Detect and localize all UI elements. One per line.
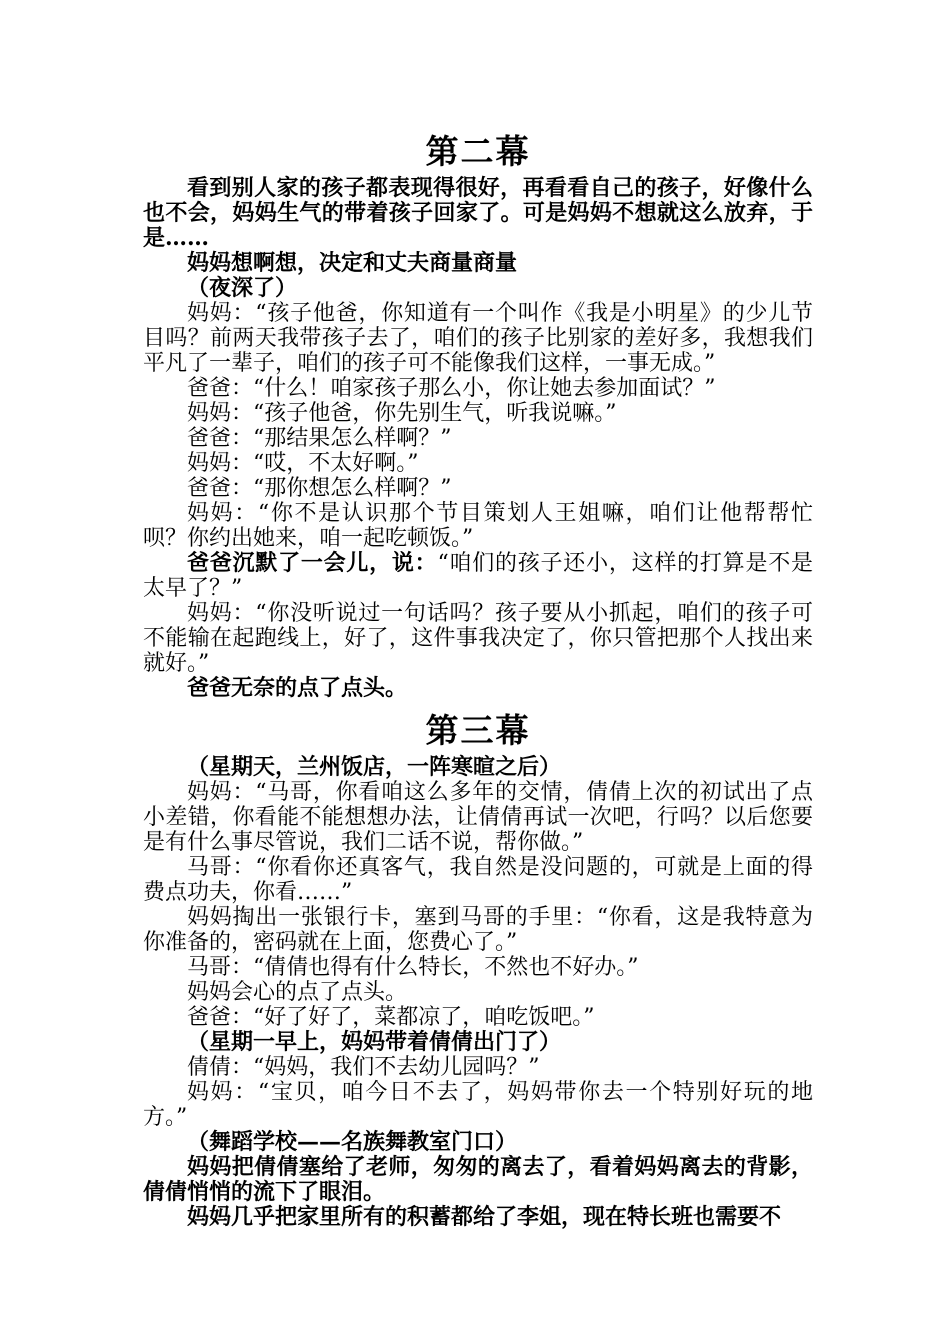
dialogue-line: 爸爸：“那结果怎么样啊？” — [187, 426, 452, 451]
narration-lead: 爸爸沉默了一会儿，说： — [187, 550, 438, 576]
act2-intro: 看到别人家的孩子都表现得很好，再看看自己的孩子，好像什么也不会，妈妈生气的带着孩子回家了。可是妈妈不想就这么放弃，于是…… — [143, 175, 813, 251]
document-page — [143, 128, 813, 1230]
dialogue-line: 爸爸：“那你想怎么样啊？” — [187, 476, 452, 501]
dialogue-line: 爸爸：“好了好了，菜都凉了，咱吃饭吧。” — [187, 1005, 595, 1030]
act2-title: 第二幕 — [425, 132, 531, 171]
act3-stage-direction: （星期一早上，妈妈带着倩倩出门了） — [187, 1029, 562, 1055]
dialogue-line: 妈妈：“你不是认识那个节目策划人王姐嘛，咱们让他帮帮忙呗？你约出她来，咱一起吃顿饭。” — [143, 501, 813, 551]
dialogue-line: 妈妈掏出一张银行卡，塞到马哥的手里：“你看，这是我特意为你准备的，密码就在上面，您费心了。” — [143, 905, 813, 955]
act3-title: 第三幕 — [425, 711, 531, 750]
act2-stage-direction: 妈妈想啊想，决定和丈夫商量商量 — [187, 250, 518, 276]
dialogue-line: 妈妈：“孩子他爸，你知道有一个叫作《我是小明星》的少儿节目吗？前两天我带孩子去了，咱们的孩子比别家的差好多，我想我们平凡了一辈子，咱们的孩子可不能像我们这样，一事无成。” — [143, 301, 813, 376]
narration: 爸爸无奈的点了点头。 — [187, 675, 408, 701]
dialogue-line: 妈妈：“你没听说过一句话吗？孩子要从小抓起，咱们的孩子可不能输在起跑线上，好了，这件事我决定了，你只管把那个人找出来就好。” — [143, 601, 813, 676]
act2-stage-direction: （夜深了） — [187, 275, 298, 301]
dialogue-line: 妈妈：“孩子他爸，你先别生气，听我说嘛。” — [187, 401, 617, 426]
dialogue-line: 妈妈：“马哥，你看咱这么多年的交情，倩倩上次的初试出了点小差错，你看能不能想想办法，让倩倩再试一次吧，行吗？以后您要是有什么事尽管说，我们二话不说，帮你做。” — [143, 780, 813, 855]
dialogue-line: 马哥：“你看你还真客气，我自然是没问题的，可就是上面的得费点功夫，你看……” — [143, 855, 813, 905]
dialogue-line: 妈妈：“宝贝，咱今日不去了，妈妈带你去一个特别好玩的地方。” — [143, 1080, 813, 1130]
dialogue-line: 马哥：“倩倩也得有什么特长，不然也不好办。” — [187, 955, 639, 980]
act3-stage-direction: （星期天，兰州饭店，一阵寒暄之后） — [187, 754, 562, 780]
dialogue-line: 爸爸：“什么！咱家孩子那么小，你让她去参加面试？” — [187, 376, 716, 401]
dialogue-line: 妈妈会心的点了点头。 — [187, 980, 408, 1005]
narration: 妈妈把倩倩塞给了老师，匆匆的离去了，看着妈妈离去的背影，倩倩悄悄的流下了眼泪。 — [143, 1154, 813, 1205]
dialogue-quote: “咱们的孩子还小，这样的打算是不是太早了？” — [143, 551, 813, 601]
dialogue-line: 倩倩：“妈妈，我们不去幼儿园吗？” — [187, 1055, 540, 1080]
act3-stage-direction: （舞蹈学校——名族舞教室门口） — [187, 1129, 518, 1155]
dialogue-line — [143, 551, 813, 601]
narration: 妈妈几乎把家里所有的积蓄都给了李姐，现在特长班也需要不 — [187, 1204, 782, 1230]
dialogue-line: 妈妈：“哎，不太好啊。” — [187, 451, 419, 476]
